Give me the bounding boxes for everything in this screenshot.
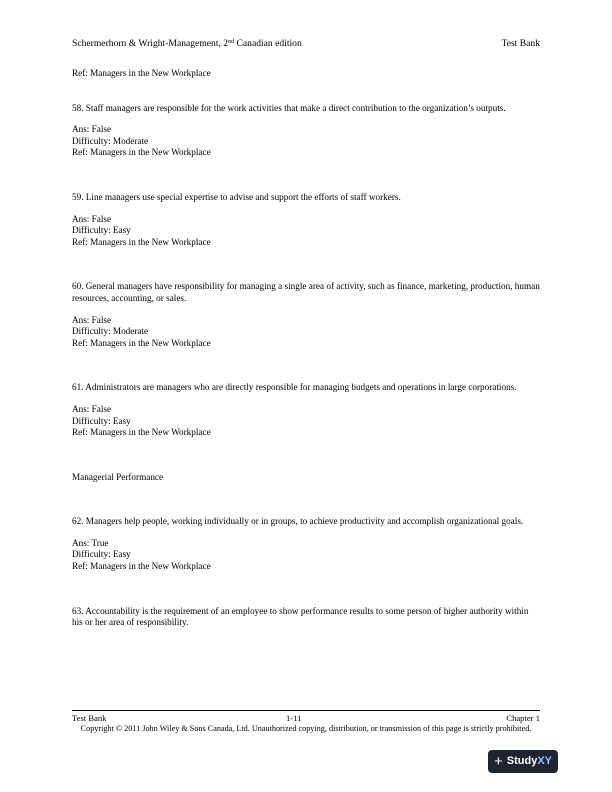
badge-brand-accent: XY (537, 754, 552, 767)
reference-text: Ref: Managers in the New Workplace (72, 561, 211, 572)
answer-text: Ans: False (72, 314, 112, 325)
difficulty-text: Difficulty: Easy (72, 225, 131, 236)
question-block-62 (72, 516, 540, 572)
header-title-main: Schermerhorn & Wright-Management, 2 (72, 38, 229, 49)
plus-icon: + (493, 752, 503, 770)
page-header-label: Test Bank (501, 38, 540, 49)
question-text: 63. Accountability is the requirement of an employee to show performance results to some person of higher authority within his or her area of responsibility. (72, 605, 529, 628)
question-block-63 (72, 606, 540, 629)
question-block-58 (72, 103, 540, 159)
reference-text: Ref: Managers in the New Workplace (72, 236, 211, 247)
badge-brand-text (507, 756, 552, 768)
intro-ref: Ref: Managers in the New Workplace (72, 68, 211, 78)
header-title-suffix: Canadian edition (234, 38, 302, 49)
question-text: 61. Administrators are managers who are directly responsible for managing budgets and operations in large corporations. (72, 382, 517, 393)
badge-brand-main: Study (506, 754, 538, 767)
page-number: 1-11 (286, 713, 302, 723)
page-content (72, 68, 540, 629)
question-text: 60. General managers have responsibility for managing a single area of activity, such as finance, marketing, production, human resources, accounting, or sales. (72, 281, 540, 303)
answer-text: Ans: False (72, 403, 112, 414)
difficulty-text: Difficulty: Easy (72, 549, 131, 560)
footer-chapter-label: Chapter 1 (506, 713, 540, 723)
question-text: 59. Line managers use special expertise to advise and support the efforts of staff workers. (72, 191, 401, 202)
footer-left-label: Test Bank (72, 713, 107, 723)
reference-text: Ref: Managers in the New Workplace (72, 337, 211, 348)
answer-text: Ans: True (72, 537, 109, 548)
difficulty-text: Difficulty: Moderate (72, 135, 149, 146)
question-block-59 (72, 192, 540, 248)
page-header-title (72, 38, 302, 50)
reference-text: Ref: Managers in the New Workplace (72, 427, 211, 438)
header-title-superscript: nd (228, 39, 235, 45)
question-block-61 (72, 382, 540, 438)
section-heading: Managerial Performance (72, 471, 164, 482)
question-text: 58. Staff managers are responsible for the work activities that make a direct contribution to the organization’s outputs. (72, 102, 506, 113)
studyxy-badge[interactable] (488, 750, 558, 773)
question-text: 62. Managers help people, working individually or in groups, to achieve productivity and accomplish organizational goals. (72, 516, 524, 527)
difficulty-text: Difficulty: Moderate (72, 326, 149, 337)
answer-text: Ans: False (72, 124, 112, 135)
question-block-60 (72, 281, 540, 349)
copyright-notice: Copyright © 2011 John Wiley & Sons Canada, Ltd. Unauthorized copying, distribution, or transmission of this page is strictly prohibited. (80, 724, 532, 733)
footer-divider (72, 710, 540, 711)
difficulty-text: Difficulty: Easy (72, 415, 131, 426)
reference-text: Ref: Managers in the New Workplace (72, 147, 211, 158)
answer-text: Ans: False (72, 213, 112, 224)
